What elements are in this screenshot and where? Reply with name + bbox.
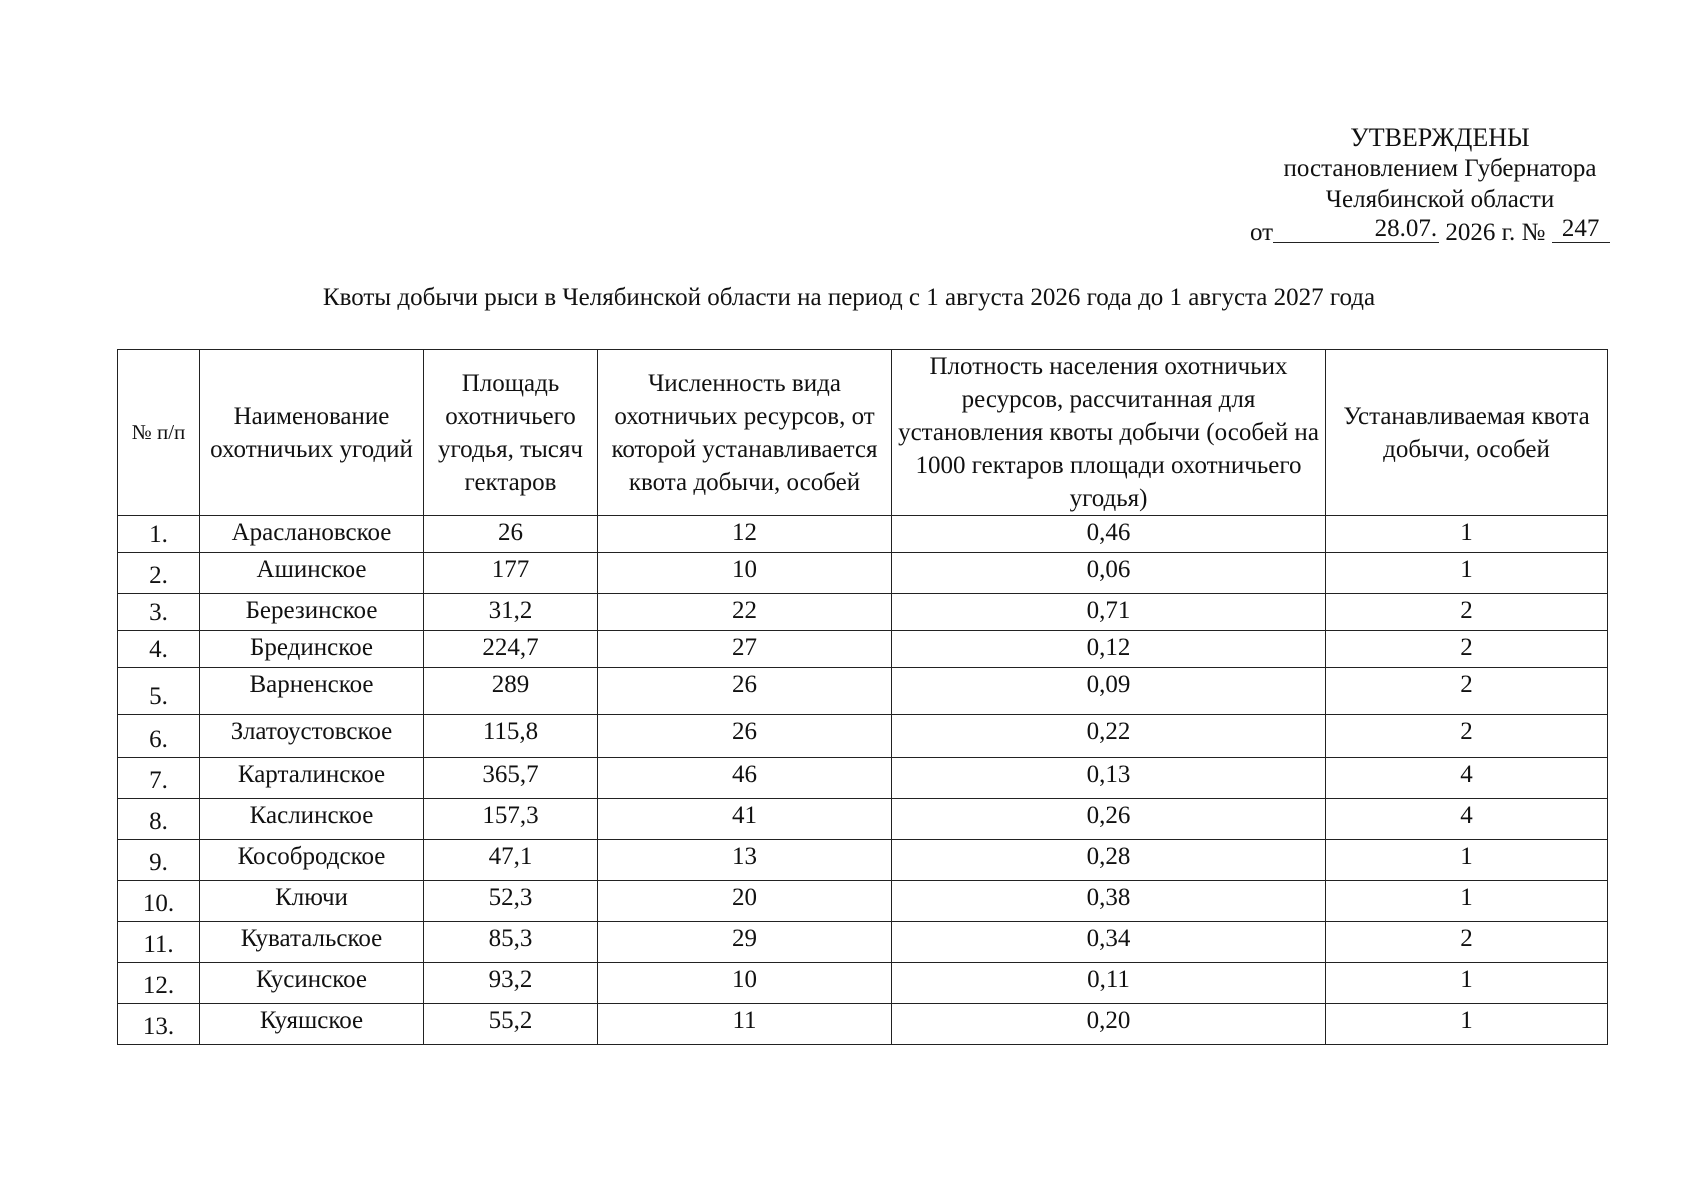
quota-value: 1: [1326, 516, 1608, 553]
row-number: 2.: [118, 553, 200, 594]
area-value: 157,3: [424, 799, 598, 840]
area-value: 224,7: [424, 631, 598, 668]
area-value: 85,3: [424, 922, 598, 963]
table-row: [118, 668, 1608, 715]
row-number: 4.: [118, 631, 200, 668]
area-value: 177: [424, 553, 598, 594]
decree-year: 2026 г. №: [1445, 219, 1546, 246]
approval-heading: УТВЕРЖДЕНЫ: [1350, 123, 1530, 152]
quota-value: 4: [1326, 799, 1608, 840]
table-row: [118, 963, 1608, 1004]
hunting-ground-name: Карталинское: [200, 758, 424, 799]
document-title: Квоты добычи рыси в Челябинской области на период с 1 августа 2026 года до 1 августа 2027 года: [322, 284, 1376, 311]
quota-value: 2: [1326, 715, 1608, 758]
hunting-ground-name: Кособродское: [200, 840, 424, 881]
approval-line-2: Челябинской области: [1325, 186, 1555, 213]
population-value: 41: [598, 799, 892, 840]
hunting-ground-name: Араслановское: [200, 516, 424, 553]
table-row: [118, 553, 1608, 594]
row-number: 8.: [118, 799, 200, 840]
population-value: 12: [598, 516, 892, 553]
quota-value: 1: [1326, 881, 1608, 922]
header-name: Наименование охотничьих угодий: [200, 350, 424, 516]
hunting-ground-name: Куяшское: [200, 1004, 424, 1045]
table-body: [118, 516, 1608, 1045]
density-value: 0,38: [892, 881, 1326, 922]
hunting-ground-name: Березинское: [200, 594, 424, 631]
population-value: 13: [598, 840, 892, 881]
area-value: 55,2: [424, 1004, 598, 1045]
population-value: 20: [598, 881, 892, 922]
area-value: 365,7: [424, 758, 598, 799]
hunting-ground-name: Ключи: [200, 881, 424, 922]
population-value: 26: [598, 668, 892, 715]
population-value: 46: [598, 758, 892, 799]
row-number: 3.: [118, 594, 200, 631]
density-value: 0,13: [892, 758, 1326, 799]
header-density: Плотность населения охотничьих ресурсов, рассчитанная для установления квоты добычи (особей на 1000 гектаров площади охотничьего угодья): [892, 350, 1326, 516]
table-row: [118, 758, 1608, 799]
hunting-ground-name: Каслинское: [200, 799, 424, 840]
population-value: 27: [598, 631, 892, 668]
area-value: 115,8: [424, 715, 598, 758]
area-value: 289: [424, 668, 598, 715]
quota-value: 1: [1326, 963, 1608, 1004]
population-value: 10: [598, 553, 892, 594]
hunting-ground-name: Куватальское: [200, 922, 424, 963]
area-value: 47,1: [424, 840, 598, 881]
table-header-row: [118, 350, 1608, 516]
decree-date: 28.07.: [1273, 216, 1439, 243]
hunting-ground-name: Ашинское: [200, 553, 424, 594]
quota-table: [117, 349, 1608, 1045]
density-value: 0,71: [892, 594, 1326, 631]
row-number: 13.: [118, 1004, 200, 1045]
table-row: [118, 799, 1608, 840]
quota-value: 4: [1326, 758, 1608, 799]
population-value: 11: [598, 1004, 892, 1045]
row-number: 9.: [118, 840, 200, 881]
hunting-ground-name: Варненское: [200, 668, 424, 715]
hunting-ground-name: Кусинское: [200, 963, 424, 1004]
table-row: [118, 516, 1608, 553]
table-row: [118, 594, 1608, 631]
density-value: 0,46: [892, 516, 1326, 553]
row-number: 5.: [118, 668, 200, 715]
quota-value: 1: [1326, 840, 1608, 881]
area-value: 31,2: [424, 594, 598, 631]
density-value: 0,11: [892, 963, 1326, 1004]
table-row: [118, 715, 1608, 758]
row-number: 1.: [118, 516, 200, 553]
density-value: 0,26: [892, 799, 1326, 840]
density-value: 0,34: [892, 922, 1326, 963]
hunting-ground-name: Златоустовское: [200, 715, 424, 758]
area-value: 52,3: [424, 881, 598, 922]
header-area: Площадь охотничьего угодья, тысяч гектаров: [424, 350, 598, 516]
header-quota: Устанавливаемая квота добычи, особей: [1326, 350, 1608, 516]
quota-value: 2: [1326, 668, 1608, 715]
decree-number: 247: [1552, 216, 1610, 243]
quota-value: 2: [1326, 631, 1608, 668]
area-value: 26: [424, 516, 598, 553]
area-value: 93,2: [424, 963, 598, 1004]
row-number: 12.: [118, 963, 200, 1004]
from-label: от: [1250, 219, 1274, 246]
approval-line-1: постановлением Губернатора: [1283, 155, 1597, 182]
table-row: [118, 881, 1608, 922]
quota-value: 2: [1326, 594, 1608, 631]
hunting-ground-name: Брединское: [200, 631, 424, 668]
density-value: 0,28: [892, 840, 1326, 881]
header-number: № п/п: [118, 350, 200, 516]
table-row: [118, 1004, 1608, 1045]
population-value: 22: [598, 594, 892, 631]
row-number: 6.: [118, 715, 200, 758]
row-number: 11.: [118, 922, 200, 963]
population-value: 10: [598, 963, 892, 1004]
density-value: 0,12: [892, 631, 1326, 668]
table-row: [118, 840, 1608, 881]
density-value: 0,06: [892, 553, 1326, 594]
population-value: 29: [598, 922, 892, 963]
row-number: 7.: [118, 758, 200, 799]
approval-date-line: [1230, 217, 1650, 248]
quota-value: 2: [1326, 922, 1608, 963]
population-value: 26: [598, 715, 892, 758]
row-number: 10.: [118, 881, 200, 922]
header-population: Численность вида охотничьих ресурсов, от которой устанавливается квота добычи, особей: [598, 350, 892, 516]
density-value: 0,20: [892, 1004, 1326, 1045]
quota-value: 1: [1326, 553, 1608, 594]
table-row: [118, 922, 1608, 963]
table-row: [118, 631, 1608, 668]
approval-block: [1230, 122, 1650, 248]
density-value: 0,22: [892, 715, 1326, 758]
density-value: 0,09: [892, 668, 1326, 715]
quota-value: 1: [1326, 1004, 1608, 1045]
